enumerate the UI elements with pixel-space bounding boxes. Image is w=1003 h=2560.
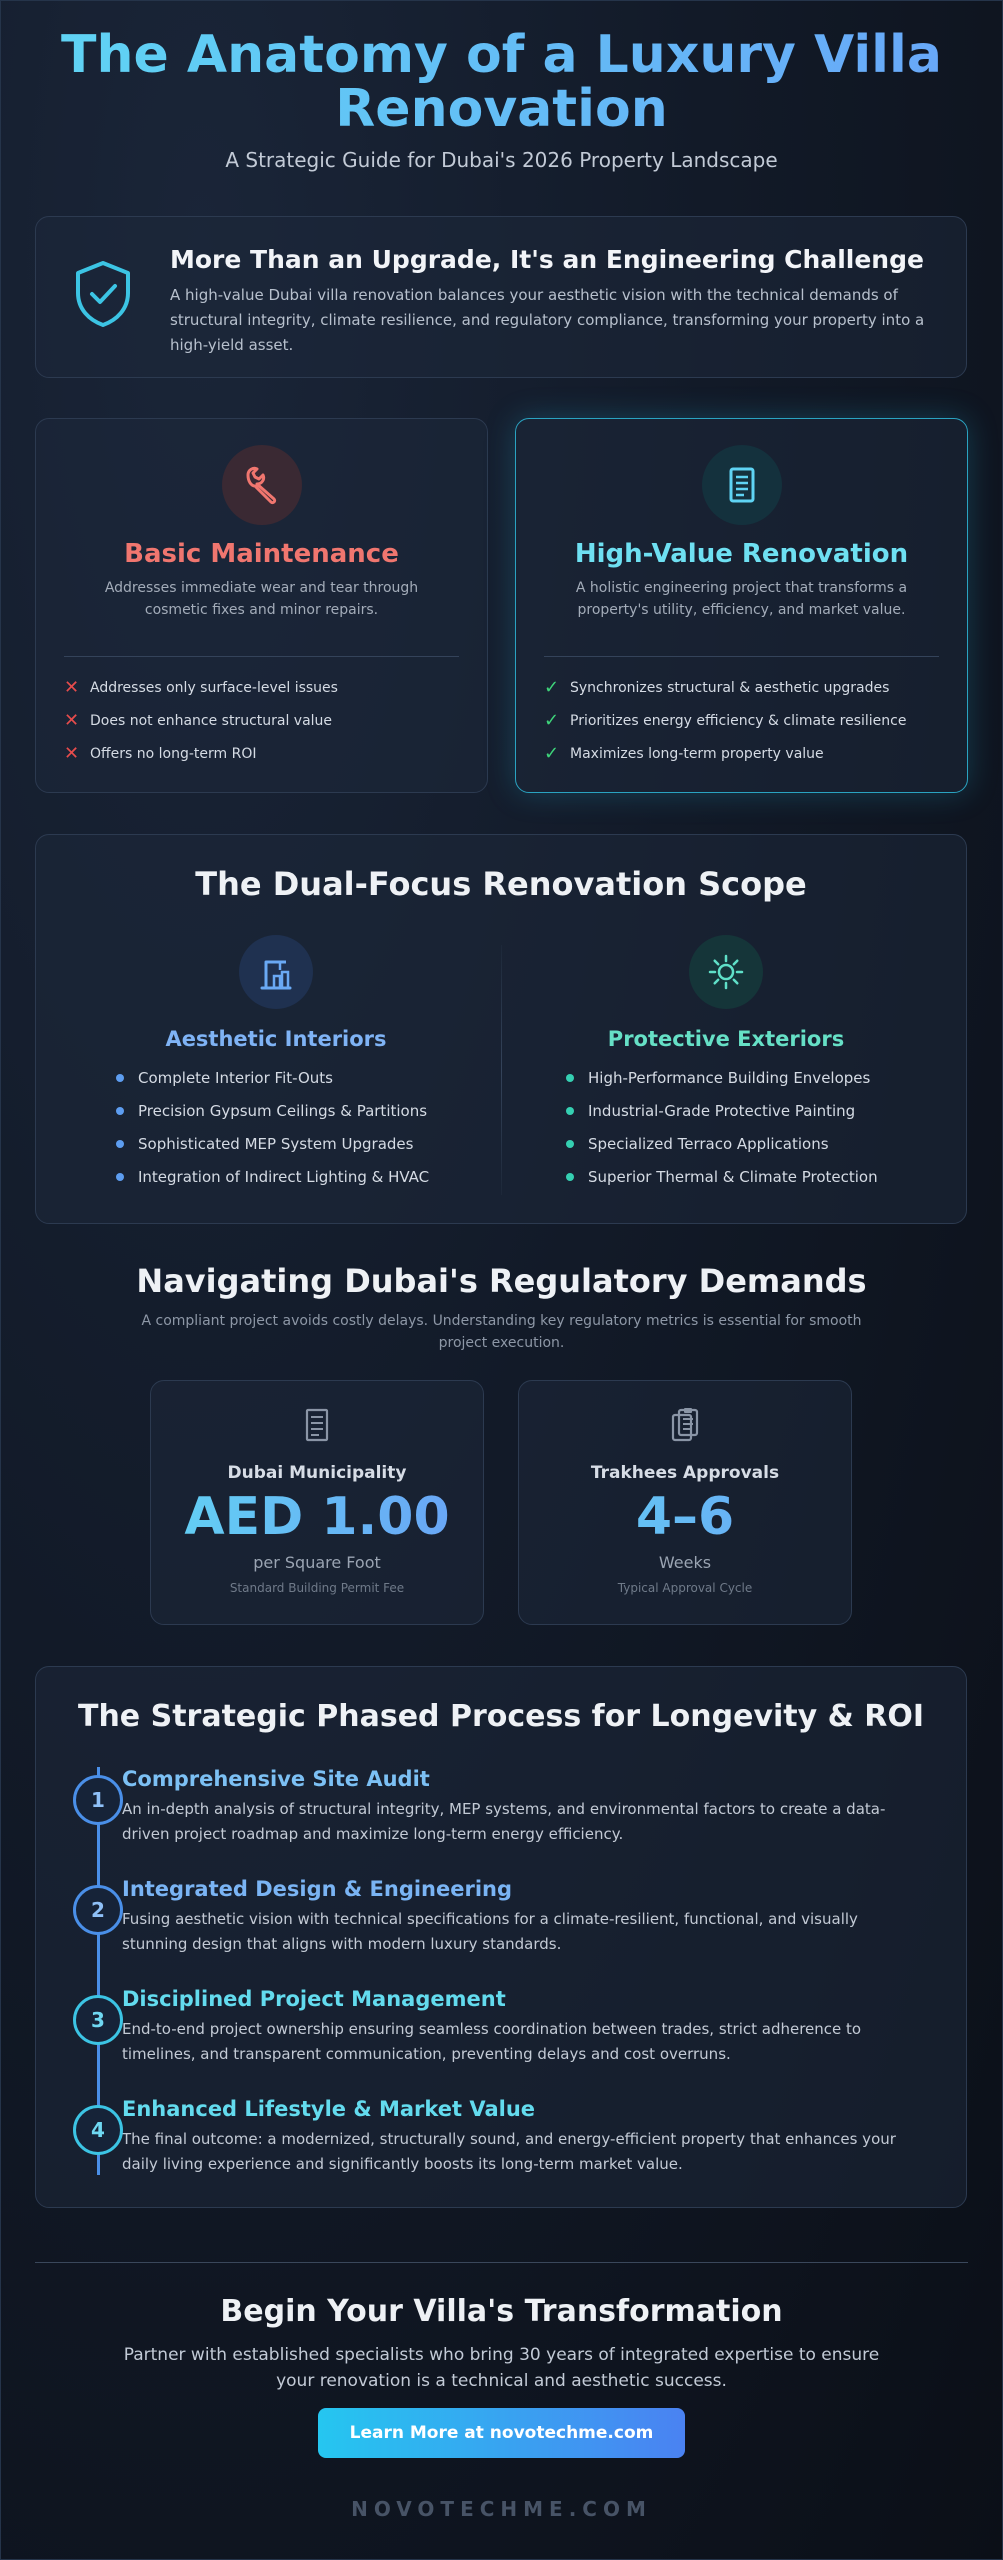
stat-card-trakhees (518, 1380, 852, 1625)
interiors-column (76, 935, 476, 1193)
phase-body: An in-depth analysis of structural integrity, MEP systems, and environmental factors to create a data-driven project roadmap and maximize long-term energy efficiency. (122, 1800, 886, 1843)
phase-body: Fusing aesthetic vision with technical specifications for a climate-resilient, functional, and visually stunning design that aligns with modern luxury standards. (122, 1910, 858, 1953)
intro-body: A high-value Dubai villa renovation balances your aesthetic vision with the technical demands of structural integrity, climate resilience, and regulatory compliance, transforming your property into a high-yield asset. (170, 286, 925, 354)
bullet-dot (116, 1107, 124, 1115)
blueprint-icon (702, 445, 782, 525)
intro-card (35, 216, 967, 378)
regulatory-body: A compliant project avoids costly delays. Understanding key regulatory metrics is essential for smooth project execution. (141, 1313, 862, 1351)
divider (544, 656, 939, 657)
list-item: Precision Gypsum Ceilings & Partitions (116, 1094, 476, 1127)
cta-body: Partner with established specialists who bring 30 years of integrated expertise to ensure your renovation is a technical and aesthetic success. (123, 2345, 880, 2391)
section-divider (35, 2262, 968, 2263)
wrench-icon (222, 445, 302, 525)
interiors-title: Aesthetic Interiors (165, 1027, 387, 1051)
phase-body: End-to-end project ownership ensuring seamless coordination between trades, strict adherence to timelines, and transparent communication, preventing delays and cost overruns. (122, 2020, 862, 2063)
stat-card-municipality (150, 1380, 484, 1625)
exteriors-column (526, 935, 926, 1193)
clipboard-icon (667, 1407, 703, 1447)
exteriors-title: Protective Exteriors (607, 1027, 845, 1051)
scope-heading: The Dual-Focus Renovation Scope (195, 865, 807, 903)
list-item: ✓ Prioritizes energy efficiency & climate resilience (544, 710, 907, 731)
phases-heading: The Strategic Phased Process for Longevity & ROI (77, 1699, 925, 1734)
stat-unit: Weeks (658, 1553, 712, 1572)
phase-title: Comprehensive Site Audit (122, 1767, 430, 1791)
stat-label: Dubai Municipality (227, 1463, 407, 1483)
list-item: Superior Thermal & Climate Protection (566, 1160, 926, 1193)
crane-icon (239, 935, 313, 1009)
cta-heading: Begin Your Villa's Transformation (220, 2294, 783, 2329)
phase-title: Enhanced Lifestyle & Market Value (122, 2097, 536, 2121)
basic-list (64, 671, 338, 770)
bullet-dot (116, 1074, 124, 1082)
renovation-scope-card (35, 834, 967, 1224)
brand-wordmark: NOVOTECHME.COM (351, 2497, 652, 2521)
step-number-badge: 4 (73, 2105, 123, 2155)
list-item: Specialized Terraco Applications (566, 1127, 926, 1160)
stat-unit: per Square Foot (253, 1553, 381, 1572)
check-mark-icon: ✓ (544, 677, 560, 698)
bullet-dot (566, 1173, 574, 1181)
intro-heading: More Than an Upgrade, It's an Engineering Challenge (170, 245, 924, 274)
learn-more-button[interactable]: Learn More at novotechme.com (318, 2408, 685, 2458)
divider (64, 656, 459, 657)
regulatory-heading: Navigating Dubai's Regulatory Demands (136, 1262, 867, 1300)
check-mark-icon: ✓ (544, 710, 560, 731)
list-item: ✓ Synchronizes structural & aesthetic upgrades (544, 677, 890, 698)
x-mark-icon: ✕ (64, 743, 80, 764)
list-item: ✓ Maximizes long-term property value (544, 743, 824, 764)
basic-title: Basic Maintenance (124, 539, 399, 569)
list-item: High-Performance Building Envelopes (566, 1061, 926, 1094)
bullet-dot (566, 1107, 574, 1115)
high-value-renovation-card (515, 418, 968, 793)
exteriors-list (526, 1061, 926, 1193)
list-item: Complete Interior Fit-Outs (116, 1061, 476, 1094)
stat-note: Typical Approval Cycle (617, 1581, 753, 1595)
stat-value: AED 1.00 (151, 1487, 483, 1547)
sun-icon (689, 935, 763, 1009)
check-mark-icon: ✓ (544, 743, 560, 764)
renovation-list (544, 671, 906, 770)
basic-maintenance-card (35, 418, 488, 793)
shield-check-icon (66, 257, 140, 331)
phase-body: The final outcome: a modernized, structurally sound, and energy-efficient property that enhances your daily living experience and significantly boosts its long-term market value. (122, 2130, 896, 2173)
list-item: Sophisticated MEP System Upgrades (116, 1127, 476, 1160)
bullet-dot (116, 1140, 124, 1148)
list-item: ✕ Offers no long-term ROI (64, 743, 257, 764)
renovation-description: A holistic engineering project that transforms a property's utility, efficiency, and market value. (575, 580, 908, 618)
phase-title: Integrated Design & Engineering (122, 1877, 513, 1901)
x-mark-icon: ✕ (64, 710, 80, 731)
bullet-dot (566, 1074, 574, 1082)
list-item: Integration of Indirect Lighting & HVAC (116, 1160, 476, 1193)
stat-note: Standard Building Permit Fee (229, 1581, 405, 1595)
phase-title: Disciplined Project Management (122, 1987, 506, 2011)
step-number-badge: 1 (73, 1775, 123, 1825)
list-item: ✕ Does not enhance structural value (64, 710, 333, 731)
basic-description: Addresses immediate wear and tear through cosmetic fixes and minor repairs. (104, 580, 419, 618)
bullet-dot (566, 1140, 574, 1148)
stat-value: 4–6 (519, 1487, 851, 1547)
column-divider (501, 945, 502, 1195)
interiors-list (76, 1061, 476, 1193)
x-mark-icon: ✕ (64, 677, 80, 698)
document-icon (299, 1407, 335, 1447)
step-number-badge: 2 (73, 1885, 123, 1935)
bullet-dot (116, 1173, 124, 1181)
stat-label: Trakhees Approvals (590, 1463, 780, 1483)
renovation-title: High-Value Renovation (574, 539, 909, 569)
list-item: Industrial-Grade Protective Painting (566, 1094, 926, 1127)
list-item: ✕ Addresses only surface-level issues (64, 677, 338, 698)
page-subtitle: A Strategic Guide for Dubai's 2026 Property Landscape (225, 148, 778, 172)
page-title: The Anatomy of a Luxury Villa Renovation (40, 28, 963, 136)
step-number-badge: 3 (73, 1995, 123, 2045)
phased-process-card (35, 1666, 967, 2208)
